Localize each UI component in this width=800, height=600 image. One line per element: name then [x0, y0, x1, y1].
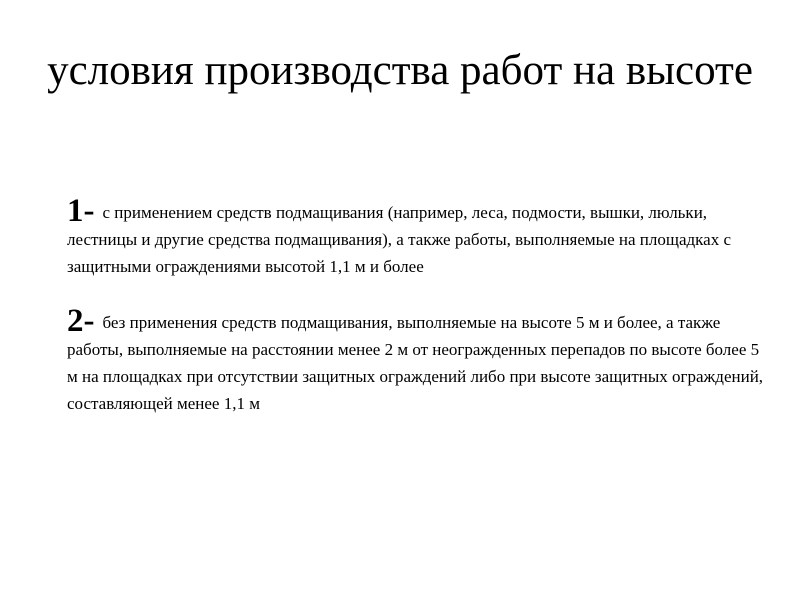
condition-text: с применением средств подмащивания (например, леса, подмости, вышки, люльки, лестницы и другие средства подмащивания), а также работы, выполняемые на площадках с защитными ограждениями высотой 1,1 м и более — [67, 203, 731, 276]
slide-body — [67, 193, 767, 417]
slide-title: условия производства работ на высоте — [47, 47, 753, 94]
condition-item-1 — [67, 193, 767, 280]
condition-number: 1- — [67, 193, 95, 229]
condition-text: без применения средств подмащивания, выполняемые на высоте 5 м и более, а также работы, выполняемые на расстоянии менее 2 м от неогражденных перепадов по высоте более 5 м на площадках при отсутствии защитных ограждений либо при высоте защитных ограждений, составляющей менее 1,1 м — [67, 313, 764, 413]
condition-item-2 — [67, 303, 767, 417]
condition-number: 2- — [67, 303, 95, 339]
